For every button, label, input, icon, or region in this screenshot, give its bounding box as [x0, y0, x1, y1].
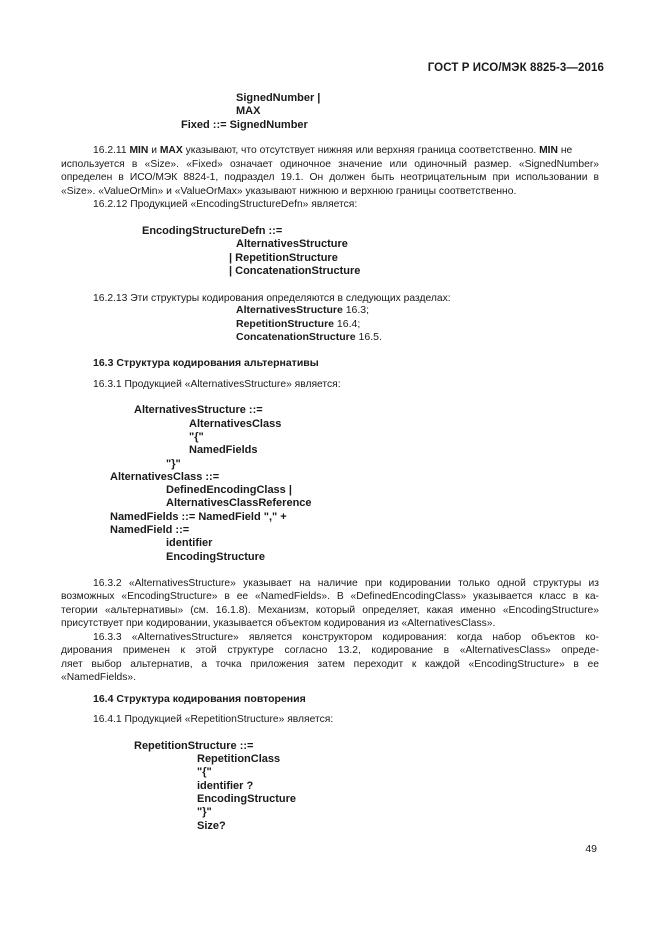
code-line: Fixed ::= SignedNumber: [181, 119, 308, 131]
section-heading-16-4: 16.4 Структура кодирования повторения: [93, 693, 306, 705]
paragraph-16-2-11-line1: 16.2.11 MIN и MAX указывают, что отсутствует нижняя или верхняя граница соответственно. MIN не: [93, 145, 573, 156]
code-line: AlternativesStructure ::=: [134, 404, 263, 416]
paragraph-16-3-3-line3: ляет выбор альтернатив, а точка приложения затем переходит к каждой «EncodingStructure» в ее: [61, 659, 599, 670]
code-line: "{": [189, 431, 204, 443]
section-ref-line: RepetitionStructure 16.4;: [236, 318, 361, 330]
section-ref-line: ConcatenationStructure 16.5.: [236, 331, 382, 343]
paragraph-16-3-2-line2: возможных «EncodingStructure» в ее «NamedFields». В «DefinedEncodingClass» указывается класс в ка-: [61, 591, 599, 602]
code-line: identifier: [166, 537, 213, 549]
paragraph-16-2-11-line4: «Size». «ValueOrMin» и «ValueOrMax» указывают нижнюю и верхнюю границы соответственно.: [61, 186, 517, 197]
code-line: AlternativesClass ::=: [110, 471, 220, 483]
paragraph-16-2-12: 16.2.12 Продукцией «EncodingStructureDefn» является:: [93, 199, 358, 210]
code-line: Size?: [197, 820, 226, 832]
code-line: "}": [166, 458, 181, 470]
paragraph-16-3-2-line3: тегории «альтернативы» (см. 16.1.8). Механизм, который определяет, какая именно «EncodingStructure»: [61, 605, 599, 616]
code-line: EncodingStructureDefn ::=: [142, 225, 283, 237]
code-line: | ConcatenationStructure: [229, 265, 361, 277]
paragraph-16-3-2-line1: 16.3.2 «AlternativesStructure» указывает на наличие при кодировании только одной структуры из: [93, 578, 599, 589]
section-ref-line: AlternativesStructure 16.3;: [236, 304, 370, 316]
code-line: RepetitionStructure ::=: [134, 740, 254, 752]
paragraph-16-3-1: 16.3.1 Продукцией «AlternativesStructure» является:: [93, 379, 341, 390]
code-line: "{": [197, 766, 212, 778]
paragraph-16-4-1: 16.4.1 Продукцией «RepetitionStructure» является:: [93, 714, 334, 725]
paragraph-16-3-3-line2: дирования применен к этой структуре согласно 13.2, кодирование в «AlternativesClass» опреде-: [61, 645, 599, 656]
code-line: "}": [197, 806, 212, 818]
code-line: | RepetitionStructure: [229, 252, 338, 264]
code-line: AlternativesClassReference: [166, 497, 312, 509]
paragraph-16-3-3-line1: 16.3.3 «AlternativesStructure» является конструктором кодирования: когда набор объектов ко-: [93, 632, 599, 643]
paragraph-16-3-2-line4: присутствует при кодировании, указывается объектом кодирования из «AlternativesClass».: [61, 618, 496, 629]
paragraph-16-2-11-line2: используется в «Size». «Fixed» означает одиночное значение или одиночный размер. «SignedNumber»: [61, 159, 599, 170]
code-line: MAX: [236, 105, 261, 117]
code-line: EncodingStructure: [166, 551, 266, 563]
section-heading-16-3: 16.3 Структура кодирования альтернативы: [93, 357, 319, 369]
standard-header: ГОСТ Р ИСО/МЭК 8825-3—2016: [427, 62, 604, 74]
code-line: SignedNumber |: [236, 92, 321, 104]
paragraph-16-3-3-line4: «NamedFields».: [61, 672, 136, 683]
code-line: AlternativesStructure: [236, 238, 348, 250]
code-line: NamedFields: [189, 444, 258, 456]
code-line: NamedFields ::= NamedField "," +: [110, 511, 287, 523]
code-line: RepetitionClass: [197, 753, 281, 765]
code-line: AlternativesClass: [189, 418, 282, 430]
paragraph-16-2-11-line3: определен в ИСО/МЭК 8824-1, подраздел 19.1. Он должен быть неотрицательным при использовании в: [61, 172, 599, 183]
page-number: 49: [585, 843, 597, 855]
code-line: NamedField ::=: [110, 524, 190, 536]
code-line: DefinedEncodingClass |: [166, 484, 292, 496]
code-line: identifier ?: [197, 780, 254, 792]
code-line: EncodingStructure: [197, 793, 297, 805]
paragraph-16-2-13: 16.2.13 Эти структуры кодирования определяются в следующих разделах:: [93, 293, 451, 304]
